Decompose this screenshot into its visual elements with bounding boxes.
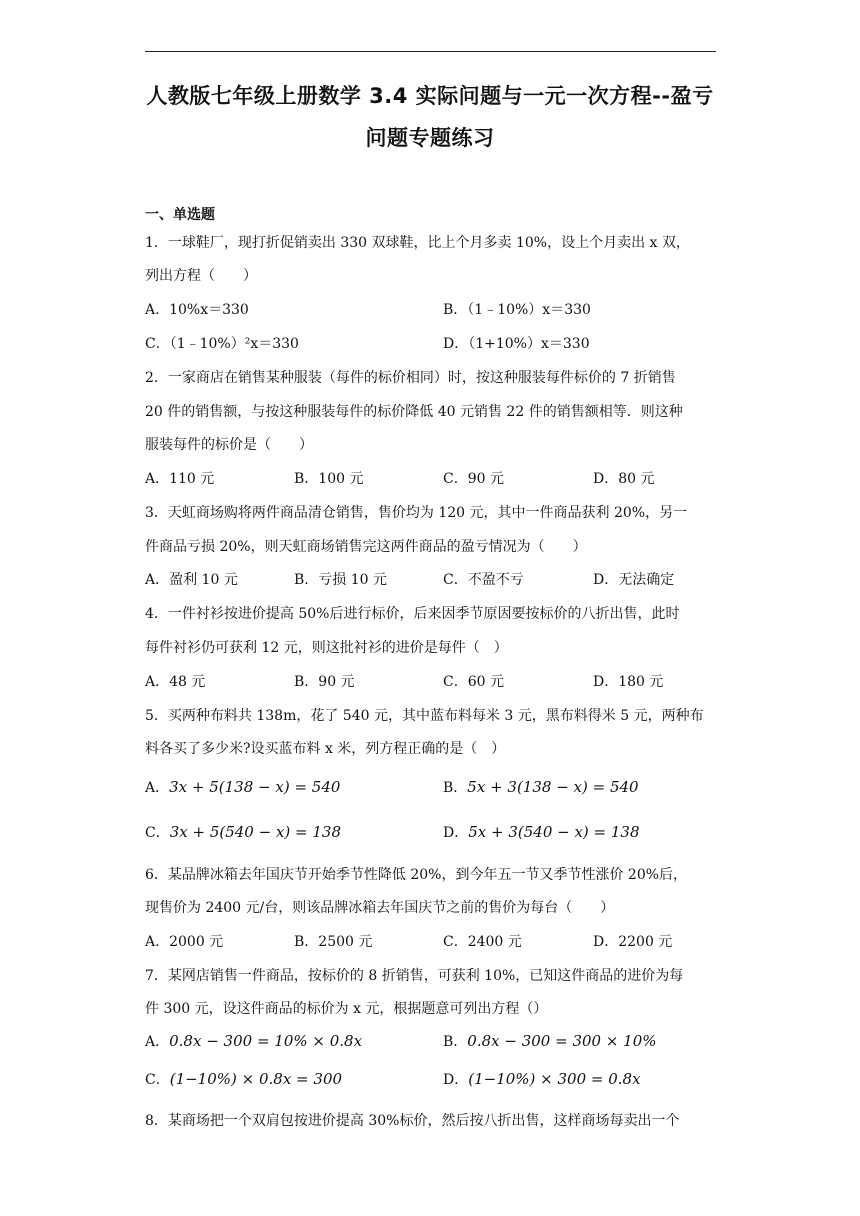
q7-option-d-label: D． xyxy=(443,1072,469,1088)
q6-option-c: C．2400 元 xyxy=(443,934,522,950)
q4-option-a: A．48 元 xyxy=(145,674,206,690)
q1-option-c: C．（1﹣10%）²x＝330 xyxy=(145,336,299,352)
q5-line2: 料各买了多少米?设买蓝布料 x 米，列方程正确的是（ ） xyxy=(145,741,506,757)
q1-line1: 1．一球鞋厂，现打折促销卖出 330 双球鞋，比上个月多卖 10%，设上个月卖出 x 双， xyxy=(145,235,690,251)
q5-option-c-label: C． xyxy=(145,825,170,841)
q5-option-b-label: B． xyxy=(443,780,468,796)
doc-title-line2: 问题专题练习 xyxy=(365,126,495,150)
q2-option-c: C．90 元 xyxy=(443,471,504,487)
q3-option-a: A．盈利 10 元 xyxy=(145,572,238,588)
q7-option-b xyxy=(443,1031,657,1051)
q1-option-d: D．（1+10%）x＝330 xyxy=(443,336,590,352)
q6-line1: 6．某品牌冰箱去年国庆节开始季节性降低 20%，到今年五一节又季节性涨价 20%后， xyxy=(145,867,688,883)
q7-option-b-label: B． xyxy=(443,1034,468,1050)
q5-option-a xyxy=(145,777,340,797)
q6-option-a: A．2000 元 xyxy=(145,934,224,950)
q1-option-b: B．（1﹣10%）x＝330 xyxy=(443,302,591,318)
q7-formula-c: (1−10%) × 0.8x = 300 xyxy=(169,1070,343,1088)
q2-line2: 20 件的销售额，与按这种服装每件的标价降低 40 元销售 22 件的销售额相等．则这种 xyxy=(145,404,683,420)
q5-option-c xyxy=(145,822,341,842)
q5-option-a-label: A． xyxy=(145,780,170,796)
q5-formula-d: 5x + 3(540 − x) = 138 xyxy=(468,823,640,841)
q4-option-d: D．180 元 xyxy=(593,674,664,690)
q5-option-d-label: D． xyxy=(443,825,469,841)
q7-formula-a: 0.8x − 300 = 10% × 0.8x xyxy=(169,1032,363,1050)
q3-option-b: B．亏损 10 元 xyxy=(294,572,388,588)
header-rule xyxy=(145,51,716,52)
q7-option-a xyxy=(145,1031,362,1051)
q2-option-b: B．100 元 xyxy=(294,471,364,487)
q2-option-a: A．110 元 xyxy=(145,471,215,487)
q7-formula-d: (1−10%) × 300 = 0.8x xyxy=(468,1070,641,1088)
q8-line1: 8．某商场把一个双肩包按进价提高 30%标价，然后按八折出售，这样商场每卖出一个 xyxy=(145,1113,680,1129)
q7-option-c xyxy=(145,1069,342,1089)
q7-option-d xyxy=(443,1069,641,1089)
q7-formula-b: 0.8x − 300 = 300 × 10% xyxy=(467,1032,657,1050)
q6-option-b: B．2500 元 xyxy=(294,934,373,950)
q2-line3: 服装每件的标价是（ ） xyxy=(145,437,313,453)
q4-option-b: B．90 元 xyxy=(294,674,355,690)
q5-option-b xyxy=(443,777,639,797)
doc-title-line1: 人教版七年级上册数学 3.4 实际问题与一元一次方程--盈亏 xyxy=(146,84,714,108)
q6-option-d: D．2200 元 xyxy=(593,934,673,950)
section-heading: 一、单选题 xyxy=(145,207,215,223)
q6-line2: 现售价为 2400 元/台，则该品牌冰箱去年国庆节之前的售价为每台（ ） xyxy=(145,900,615,916)
q5-option-d xyxy=(443,822,640,842)
q3-option-d: D．无法确定 xyxy=(593,572,675,588)
q2-option-d: D．80 元 xyxy=(593,471,655,487)
q1-option-a: A．10%x＝330 xyxy=(145,302,249,318)
q2-line1: 2．一家商店在销售某种服装（每件的标价相同）时，按这种服装每件标价的 7 折销售 xyxy=(145,370,676,386)
q5-formula-b: 5x + 3(138 − x) = 540 xyxy=(467,778,639,796)
q7-option-a-label: A． xyxy=(145,1034,170,1050)
q4-line2: 每件衬衫仍可获利 12 元，则这批衬衫的进价是每件（ ） xyxy=(145,640,508,656)
q5-formula-a: 3x + 5(138 − x) = 540 xyxy=(169,778,341,796)
q3-option-c: C．不盈不亏 xyxy=(443,572,524,588)
q7-line2: 件 300 元，设这件商品的标价为 x 元，根据题意可列出方程（） xyxy=(145,1001,548,1017)
q3-line1: 3．天虹商场购将两件商品清仓销售，售价均为 120 元，其中一件商品获利 20%，另一 xyxy=(145,505,688,521)
q7-option-c-label: C． xyxy=(145,1072,170,1088)
q1-line2: 列出方程（ ） xyxy=(145,268,257,284)
q5-line1: 5．买两种布料共 138m，花了 540 元，其中蓝布料每米 3 元，黑布料得米 5 元，两种布 xyxy=(145,708,704,724)
q4-line1: 4．一件衬衫按进价提高 50%后进行标价，后来因季节原因要按标价的八折出售，此时 xyxy=(145,606,680,622)
q3-line2: 件商品亏损 20%，则天虹商场销售完这两件商品的盈亏情况为（ ） xyxy=(145,539,587,555)
q5-formula-c: 3x + 5(540 − x) = 138 xyxy=(169,823,342,841)
q7-line1: 7．某网店销售一件商品，按标价的 8 折销售，可获利 10%，已知这件商品的进价为每 xyxy=(145,968,684,984)
q4-option-c: C．60 元 xyxy=(443,674,504,690)
